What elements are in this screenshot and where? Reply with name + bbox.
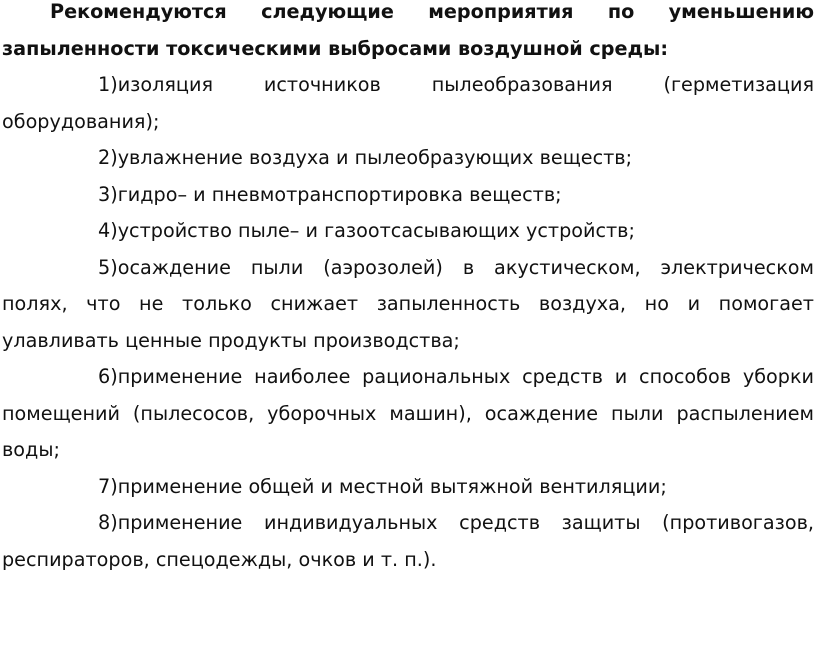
list-item-text: применение индивидуальных средств защиты (противогазов, респираторов, спецодежды, очков и т. п.). bbox=[2, 511, 814, 571]
list-item bbox=[2, 177, 814, 214]
list-item bbox=[2, 250, 814, 360]
list-item-number: 8) bbox=[98, 511, 118, 534]
list-item bbox=[2, 469, 814, 506]
list-item-number: 7) bbox=[98, 474, 118, 498]
list-item-number: 1) bbox=[98, 73, 118, 96]
list-item-text: изоляция источников пылеобразования (герметизация оборудования); bbox=[2, 73, 814, 133]
list-item bbox=[2, 213, 814, 250]
list-item bbox=[2, 67, 814, 140]
list-item bbox=[2, 140, 814, 177]
list-item-number: 6) bbox=[98, 365, 118, 388]
list-item-number: 2) bbox=[98, 146, 118, 169]
list-item-text: применение общей и местной вытяжной вентиляции; bbox=[117, 474, 667, 498]
document-body bbox=[2, 0, 814, 578]
document-heading: Рекомендуются следующие мероприятия по уменьшению запыленности токсическими выбросами воздушной среды: bbox=[2, 0, 814, 60]
list-item bbox=[2, 359, 814, 469]
list-item-text: гидро– и пневмотранспортировка веществ; bbox=[117, 182, 562, 206]
list-item-text: применение наиболее рациональных средств и способов уборки помещений (пылесосов, уборочных машин), осаждение пыли распылением воды; bbox=[2, 365, 814, 461]
list-item-text: осаждение пыли (аэрозолей) в акустическом, электрическом полях, что не только снижает запыленность воздуха, но и помогает улавливать ценные продукты производства; bbox=[2, 255, 814, 352]
list-item bbox=[2, 505, 814, 578]
list-item-number: 3) bbox=[98, 182, 118, 206]
list-item-text: устройство пыле– и газоотсасывающих устройств; bbox=[117, 219, 635, 242]
list-item-text: увлажнение воздуха и пылеобразующих веществ; bbox=[117, 146, 633, 169]
list-item-number: 4) bbox=[98, 219, 118, 242]
list-item-number: 5) bbox=[98, 255, 118, 279]
